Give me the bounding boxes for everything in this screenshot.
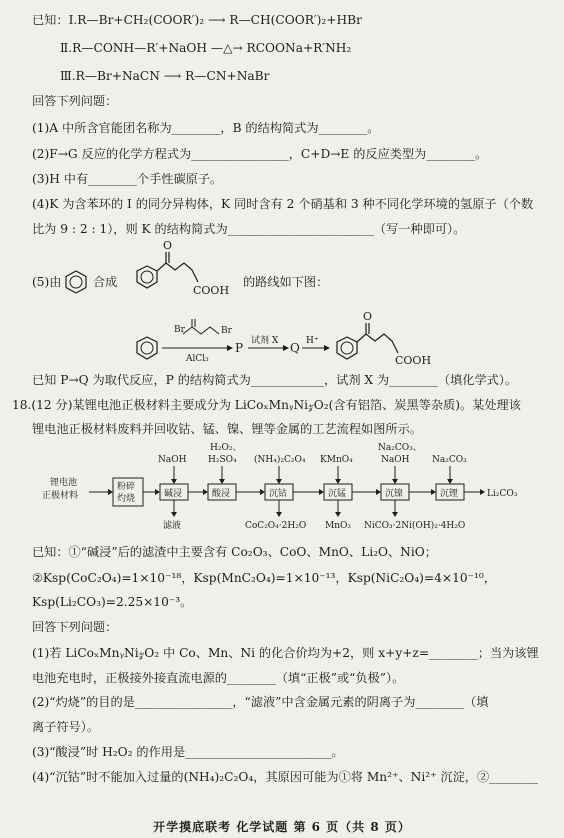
step-cobalt: 沉钴 [269,489,288,499]
reagent-naoh-2: NaOH [381,455,410,465]
q17-part5-prefix: (5)由 [32,275,62,289]
q18-part4: (4)“沉钴”时不能加入过量的(NH₄)₂C₂O₄，其原因可能为①将 Mn²⁺、Ni²⁺ 沉淀，②________ [32,770,538,784]
q18-part2-a: (2)“灼烧”的目的是________________，“滤液”中含金属元素的阴离子为________（填 [32,695,489,709]
step-alkali: 碱浸 [164,489,183,499]
product-oxygen-label: O [363,310,373,323]
output-filtrate: 滤液 [163,521,182,531]
q18-known-1: 已知：①“碱浸”后的滤渣中主要含有 Co₂O₃、CoO、MnO、Li₂O、NiO； [32,545,437,559]
final-product: Li₂CO₃ [487,489,518,499]
step-burn: 灼烧 [117,494,136,504]
target-oxygen-label: O [163,239,173,252]
output-nickel: NiCO₃·2Ni(OH)₂·4H₂O [364,521,466,531]
q18-part1-a: (1)若 LiCoₓMnᵧNi𝓏O₂ 中 Co、Mn、Ni 的化合价均为+2，则 x+y+z=________；当为该锂 [32,646,539,660]
reagent-kmno4: KMnO₄ [320,455,353,465]
reaction-2: Ⅱ.R—CONH—R′+NaOH —△→ RCOONa+R′NH₂ [60,41,352,55]
output-manganese: MnO₂ [325,521,351,531]
step-grind: 粉碎 [117,482,136,492]
reagent-na2co3-2: Na₂CO₃ [432,455,467,465]
reagent-br-1: Br [174,325,185,335]
output-cobalt: CoC₂O₄·2H₂O [245,521,307,531]
reagent-x-label: 试剂 X [251,336,279,346]
catalyst-label: AlCl₃ [186,354,209,364]
step-nickel: 沉镍 [385,489,404,499]
intermediate-p: P [235,341,244,355]
acid-label: H⁺ [306,336,319,346]
page-footer: 开学摸底联考 化学试题 第 6 页（共 8 页） [153,820,411,834]
target-cooh-label: COOH [193,284,230,297]
reagent-na2co3-1: Na₂CO₃、 [378,443,422,453]
reaction-1: Ⅰ.R—Br+CH₂(COOR′)₂ ⟶ R—CH(COOR′)₂+HBr [68,13,362,27]
q17-part2: (2)F→G 反应的化学方程式为________________，C+D→E 的反应类型为________。 [32,147,488,161]
q17-part1: (1)A 中所含官能团名称为________，B 的结构简式为________。 [32,121,380,135]
q18-part1-b: 电池充电时，正极接外接直流电源的________（填“正极”或“负极”）。 [32,671,405,685]
flow-start-2: 正极材料 [42,491,79,501]
known-label: 已知： [32,13,69,27]
q17-part4-b: 比为 9 : 2 : 1），则 K 的结构简式为________________________（写一种即可）。 [32,222,466,236]
step-lithium: 沉锂 [440,489,459,499]
step-acid: 酸浸 [212,489,231,499]
q18-part3: (3)“酸浸”时 H₂O₂ 的作用是________________________。 [32,745,344,759]
intermediate-q: Q [290,341,300,355]
q17-part4-a: (4)K 为含苯环的 I 的同分异构体，K 同时含有 2 个硝基和 3 种不同化学环境的氢原子（个数 [32,197,534,211]
reagent-br-2: Br [221,326,232,336]
q17-part5-suffix: 的路线如下图： [243,275,329,289]
reagent-naoh: NaOH [158,455,187,465]
reagent-h2so4: H₂SO₄ [208,455,237,465]
q17-part5-note: 已知 P→Q 为取代反应，P 的结构简式为____________，试剂 X 为________（填化学式）。 [32,373,518,387]
q17-part5-mid: 合成 [93,275,118,289]
q17-part3: (3)H 中有________个手性碳原子。 [32,172,223,186]
q18-heading-2: 锂电池正极材料废料并回收钴、锰、镍、锂等金属的工艺流程如图所示。 [32,422,422,436]
q18-known-3: Ksp(Li₂CO₃)=2.25×10⁻³。 [32,595,193,609]
step-manganese: 沉锰 [328,489,347,499]
reaction-3: Ⅲ.R—Br+NaCN ⟶ R—CN+NaBr [60,69,270,83]
q18-intro: 回答下列问题： [32,620,118,634]
reagent-oxalate: (NH₄)₂C₂O₄ [254,455,306,465]
q18-part2-b: 离子符号）。 [32,720,100,734]
reagent-h2o2: H₂O₂、 [210,443,242,453]
product-cooh-label: COOH [395,354,432,367]
q17-intro: 回答下列问题： [32,94,118,108]
q18-heading: 18.(12 分)某锂电池正极材料主要成分为 LiCoₓMnᵧNi𝓏O₂(含有铝箔、炭黑等杂质)。某处理该 [12,398,521,412]
flow-start-1: 锂电池 [50,478,78,488]
q18-known-2: ②Ksp(CoC₂O₄)=1×10⁻¹⁸，Ksp(MnC₂O₄)=1×10⁻¹³，Ksp(NiC₂O₄)=4×10⁻¹⁰， [32,571,496,585]
